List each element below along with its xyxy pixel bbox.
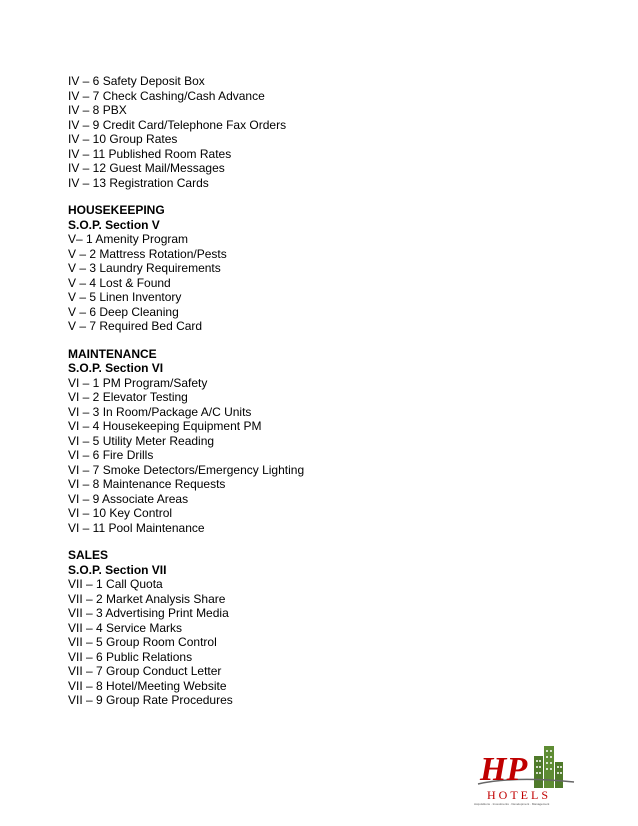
sop-list-item: V – 3 Laundry Requirements	[68, 261, 221, 275]
sop-index-content	[68, 74, 588, 708]
sop-list-item: IV – 11 Published Room Rates	[68, 146, 232, 161]
sop-list-item: VI – 2 Elevator Testing	[68, 390, 188, 404]
sop-list-item: VI – 1 PM Program/Safety	[68, 375, 208, 390]
sop-list-item: IV – 9 Credit Card/Telephone Fax Orders	[68, 117, 287, 132]
sop-list-item: VI – 3 In Room/Package A/C Units	[68, 404, 252, 419]
sop-list-item: V – 4 Lost & Found	[68, 275, 171, 290]
department-heading: SALES	[68, 548, 109, 562]
sop-list-item: VII – 4 Service Marks	[68, 620, 183, 635]
sop-list-item: V – 5 Linen Inventory	[68, 290, 182, 304]
department-heading: HOUSEKEEPING	[68, 203, 165, 217]
sop-section-block	[68, 347, 588, 536]
sop-list-item: IV – 6 Safety Deposit Box	[68, 74, 205, 88]
sop-list-item: V – 2 Mattress Rotation/Pests	[68, 246, 227, 261]
sop-list-item: VI – 6 Fire Drills	[68, 448, 154, 462]
sop-list-item: V – 7 Required Bed Card	[68, 319, 203, 333]
sop-list-item: VI – 4 Housekeeping Equipment PM	[68, 419, 262, 433]
sop-list-item: VII – 2 Market Analysis Share	[68, 591, 226, 606]
department-heading: MAINTENANCE	[68, 346, 157, 361]
sop-list-item: VI – 8 Maintenance Requests	[68, 477, 226, 491]
sop-list-item: IV – 10 Group Rates	[68, 132, 178, 146]
sop-section-title: S.O.P. Section V	[68, 217, 160, 232]
logo-monogram: HP	[480, 751, 528, 788]
sop-section-title: S.O.P. Section VI	[68, 361, 164, 375]
sop-list-item: V – 6 Deep Cleaning	[68, 304, 179, 319]
sop-list-item: VI – 5 Utility Meter Reading	[68, 433, 215, 448]
hp-hotels-logo-mark	[474, 742, 584, 790]
logo-wordmark: HOTELS	[487, 788, 551, 802]
sop-section-title: S.O.P. Section VII	[68, 562, 167, 577]
sop-section-block	[68, 203, 588, 334]
sop-list-item: VI – 7 Smoke Detectors/Emergency Lighting	[68, 462, 305, 477]
sop-list-item: VII – 1 Call Quota	[68, 577, 163, 591]
sop-section-block	[68, 74, 588, 190]
sop-list-item: IV – 7 Check Cashing/Cash Advance	[68, 88, 265, 103]
sop-list-item: VII – 3 Advertising Print Media	[68, 606, 229, 620]
sop-list-item: VII – 9 Group Rate Procedures	[68, 693, 233, 707]
sop-list-item: IV – 12 Guest Mail/Messages	[68, 161, 225, 175]
sop-list-item: VI – 11 Pool Maintenance	[68, 520, 205, 535]
logo-tagline: Acquisitions · Investments · Development · Management	[474, 802, 550, 806]
sop-list-item: V– 1 Amenity Program	[68, 232, 189, 246]
sop-list-item: IV – 13 Registration Cards	[68, 175, 209, 190]
sop-list-item: IV – 8 PBX	[68, 103, 127, 117]
hp-hotels-logo	[474, 742, 584, 810]
sop-list-item: VII – 8 Hotel/Meeting Website	[68, 678, 227, 693]
sop-list-item: VI – 9 Associate Areas	[68, 491, 189, 506]
sop-list-item: VII – 6 Public Relations	[68, 649, 193, 664]
sop-section-block	[68, 548, 588, 708]
sop-list-item: VII – 5 Group Room Control	[68, 635, 217, 649]
sop-list-item: VII – 7 Group Conduct Letter	[68, 664, 222, 678]
sop-list-item: VI – 10 Key Control	[68, 506, 173, 520]
